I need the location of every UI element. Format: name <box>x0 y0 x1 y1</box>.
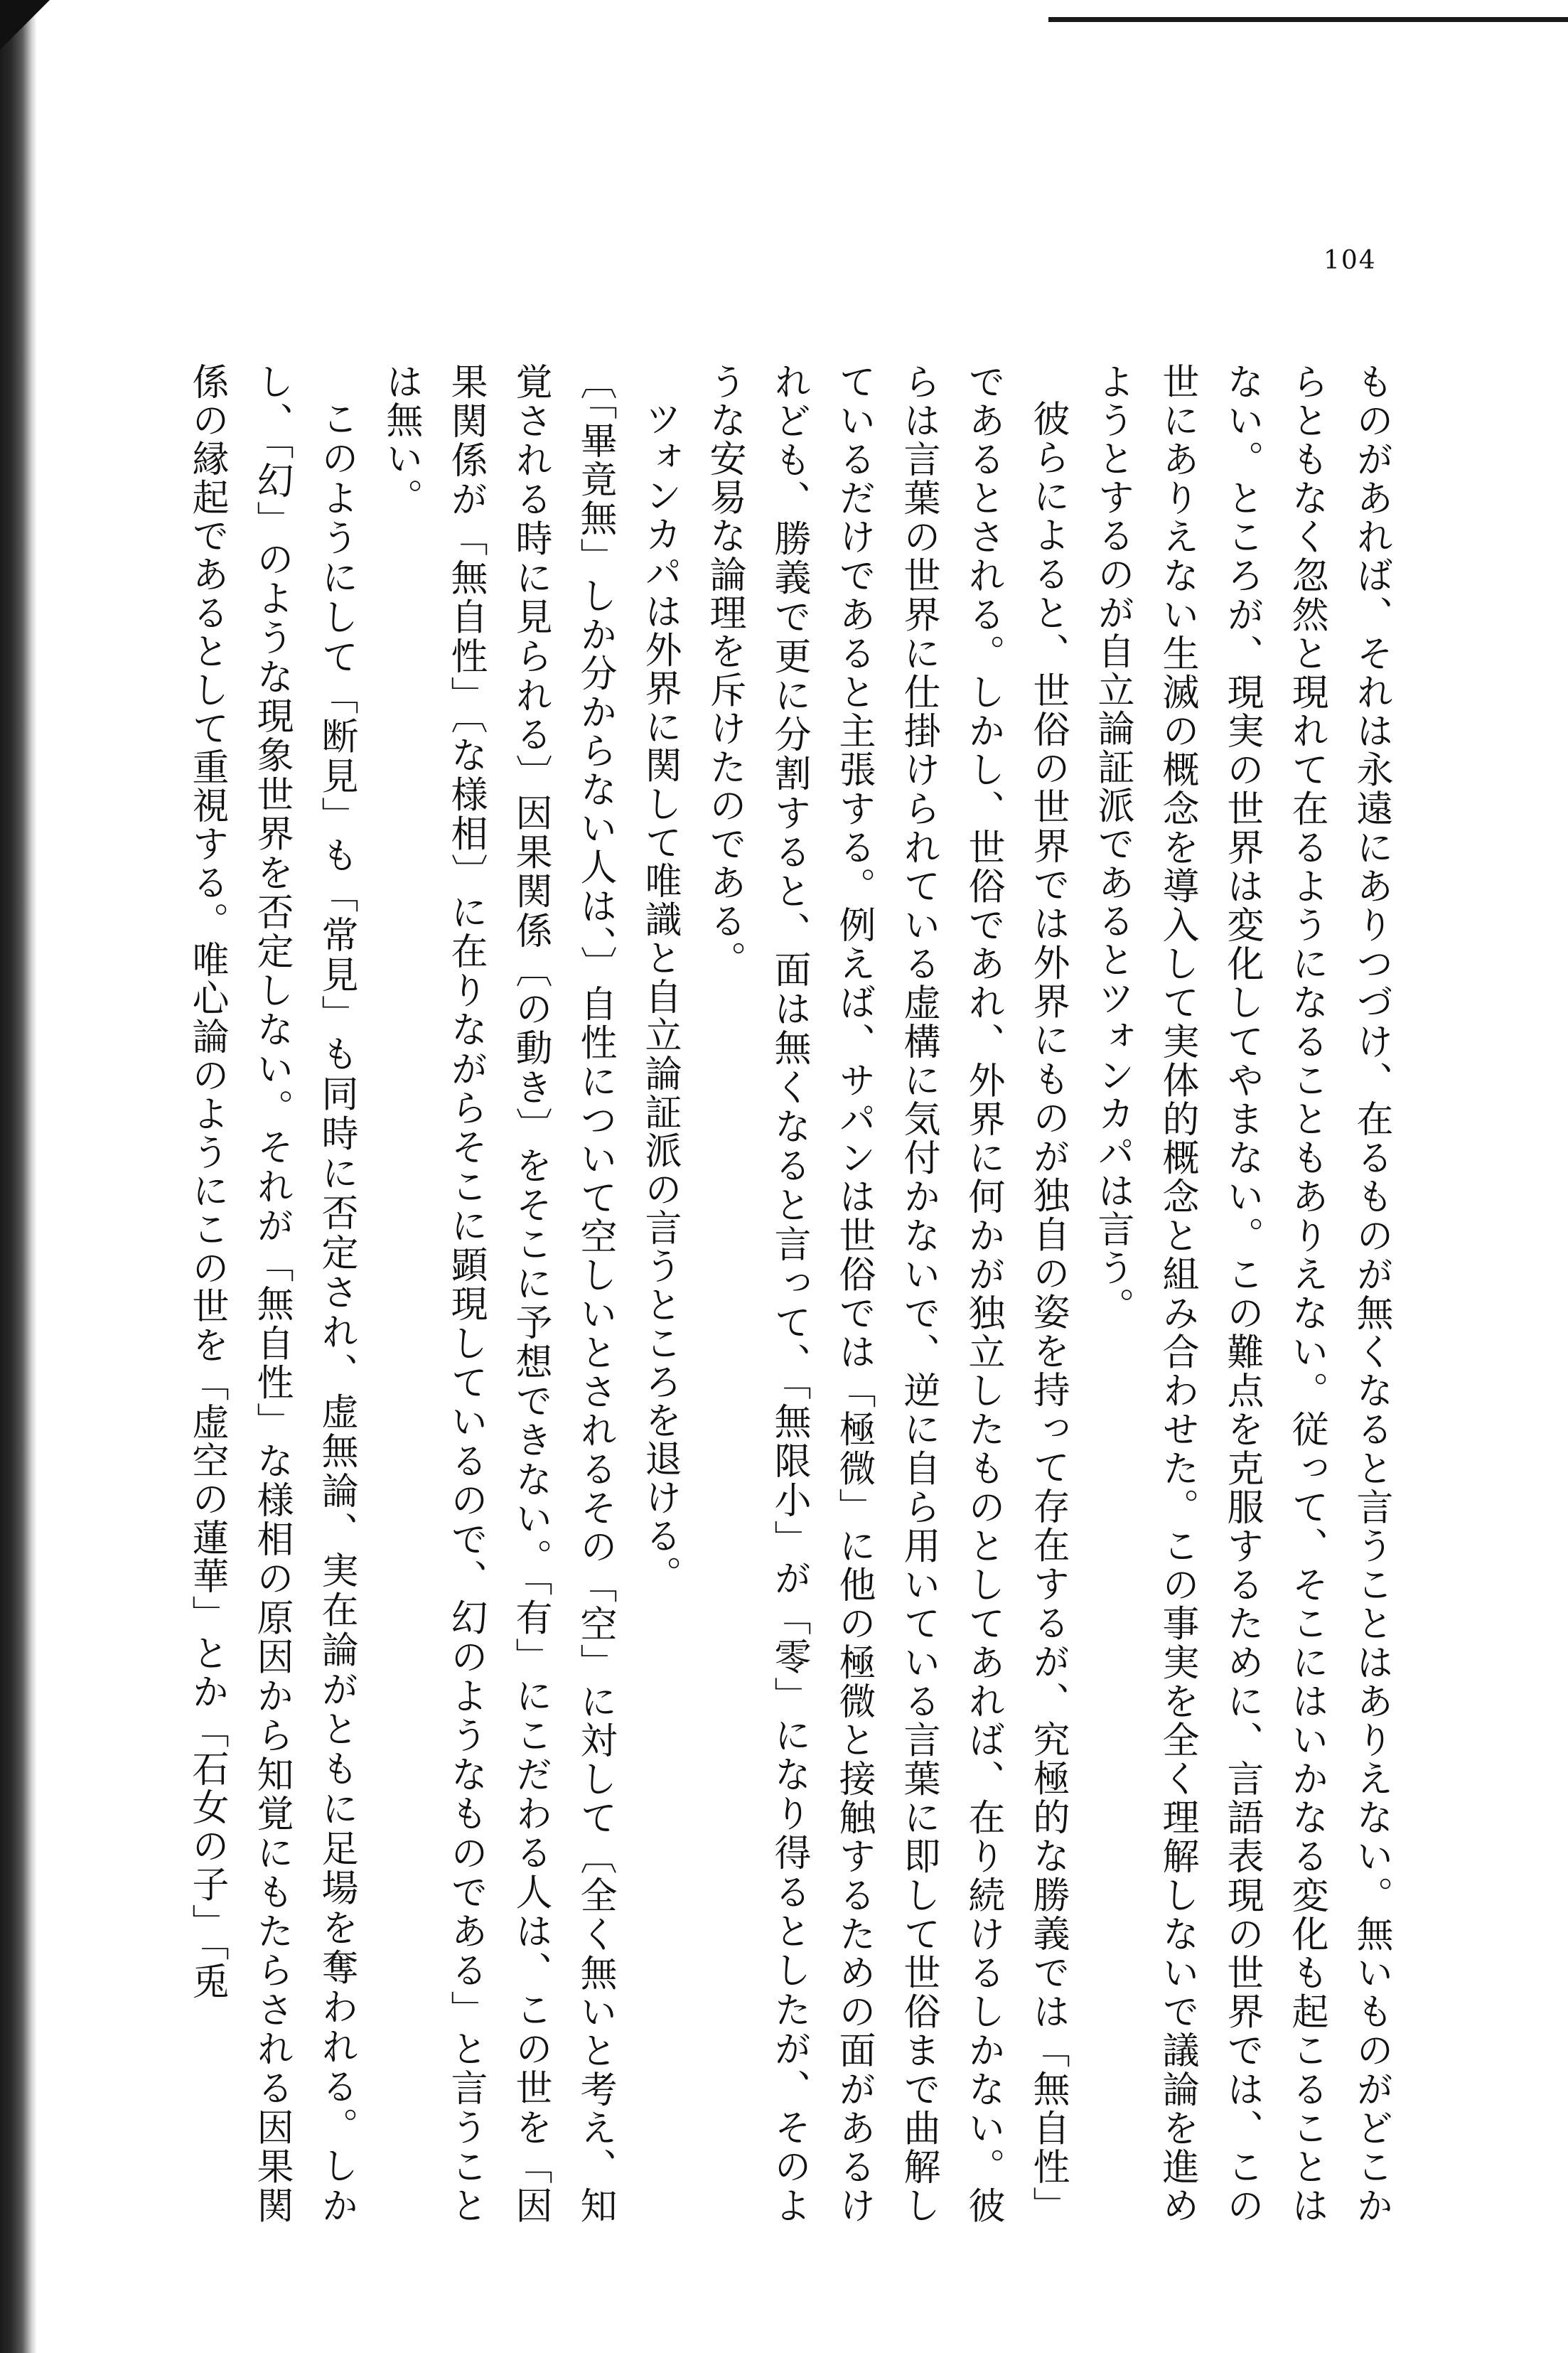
binding-corner-shadow <box>0 0 50 50</box>
paragraph: ツォンカパは外界に関して唯識と自立論証派の言うところを退ける。 <box>638 400 681 1594</box>
header-rule <box>1048 17 1568 22</box>
page-number: 104 <box>1323 246 1377 275</box>
paragraph: ものがあれば、それは永遠にありつづけ、在るものが無くなると言うことはありえない。無いものがどこからともなく忽然と現れて在るようになることもありえない。従って、そこにはいかなる変化も起こることはない。ところが、現実の世界は変化してやまない。この難点を克服するために、言語表現の世界では、この世にありえない生滅の概念を導入して実体的概念と組み合わせた。この事実を全く理解しないで議論を進めようとするのが自立論証派であるとツォンカパは言う。 <box>1091 363 1392 2225</box>
paragraph: 〔「畢竟無」しか分からない人は、〕自性について空しいとされるその「空」に対して〔全く無いと考え、知覚される時に見られる〕因果関係〔の動き〕をそこに予想できない。「有」にこだわる人は、この世を「因果関係が「無自性」〔な様相〕に在りながらそこに顕現しているので、幻のようなものである」と言うことは無い。 <box>380 363 616 2225</box>
body-text <box>174 363 1403 2225</box>
book-binding-edge <box>0 0 37 2353</box>
paragraph: このようにして「断見」も「常見」も同時に否定され、虚無論、実在論がともに足場を奪われる。しかし、「幻」のような現象世界を否定しない。それが「無自性」な様相の原因から知覚にもたらされる因果関係の縁起であるとして重視する。唯心論のようにこの世を「虚空の蓮華」とか「石女の子」「兎 <box>186 363 358 2225</box>
paragraph: 彼らによると、世俗の世界では外界にものが独自の姿を持って存在するが、究極的な勝義では「無自性」であるとされる。しかし、世俗であれ、外界に何かが独立したものとしてあれば、在り続けるしかない。彼らは言葉の世界に仕掛けられている虚構に気付かないで、逆に自ら用いている言葉に即して世俗まで曲解しているだけであると主張する。例えば、サパンは世俗では「極微」に他の極微と接触するための面があるけれども、勝義で更に分割すると、面は無くなると言って、「無限小」が「零」になり得るとしたが、そのような安易な論理を斥けたのである。 <box>703 363 1069 2225</box>
